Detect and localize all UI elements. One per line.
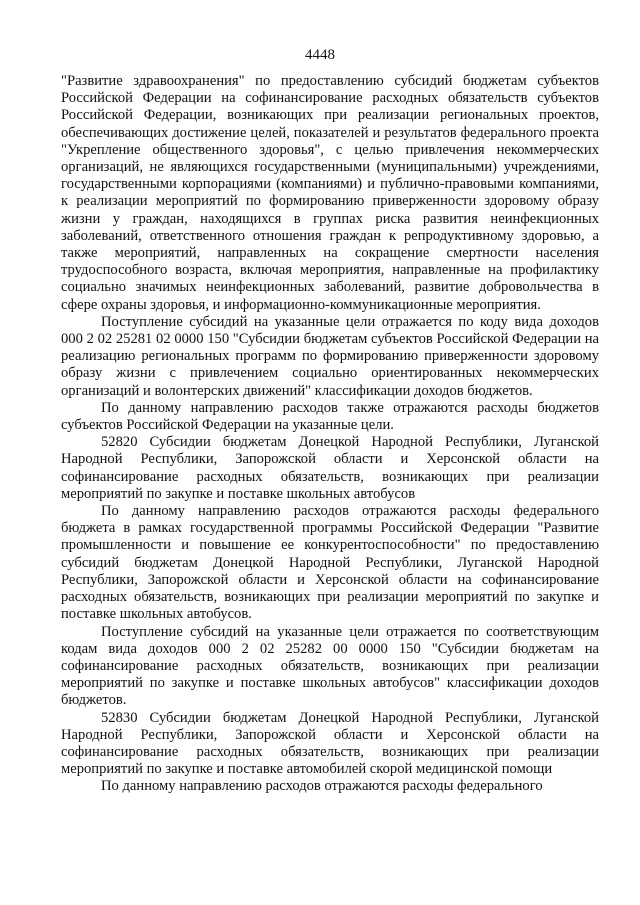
document-body [61,73,599,796]
paragraph-2: Поступление субсидий на указанные цели отражается по коду вида доходов 000 2 02 25281 02 0000 150 "Субсидии бюджетам субъектов Российской Федерации на реализацию региональных программ по формированию приверженности здоровому образу жизни с привлечением социально ориентированных некоммерческих организаций и волонтерских движений" классификации доходов бюджетов. [61,313,599,399]
paragraph-5: По данному направлению расходов отражаются расходы федерального бюджета в рамках государственной программы Российской Федерации "Развитие промышленности и повышение ее конкурентоспособности" по предоставлению субсидий бюджетам Донецкой Народной Республики, Луганской Народной Республики, Запорожской области и Херсонской области на софинансирование расходных обязательств, возникающих при реализации мероприятий по закупке и поставке школьных автобусов. [61,503,599,623]
paragraph-7: 52830 Субсидии бюджетам Донецкой Народной Республики, Луганской Народной Республики, Запорожской области и Херсонской области на софинансирование расходных обязательств, возникающих при реализации мероприятий по закупке и поставке автомобилей скорой медицинской помощи [61,709,599,778]
paragraph-3: По данному направлению расходов также отражаются расходы бюджетов субъектов Российской Федерации на указанные цели. [61,399,599,434]
paragraph-4: 52820 Субсидии бюджетам Донецкой Народной Республики, Луганской Народной Республики, Запорожской области и Херсонской области на софинансирование расходных обязательств, возникающих при реализации мероприятий по закупке и поставке школьных автобусов [61,434,599,502]
paragraph-6: Поступление субсидий на указанные цели отражается по соответствующим кодам вида доходов 000 2 02 25282 00 0000 150 "Субсидии бюджетам на софинансирование расходных обязательств, возникающих при реализации мероприятий по закупке и поставке школьных автобусов" классификации доходов бюджетов. [61,623,599,709]
paragraph-8: По данному направлению расходов отражаются расходы федерального [101,778,543,795]
page-number: 4448 [305,47,335,63]
paragraph-1: "Развитие здравоохранения" по предоставлению субсидий бюджетам субъектов Российской Федерации на софинансирование расходных обязательств субъектов Российской Федерации, возникающих при реализации региональных проектов, обеспечивающих достижение целей, показателей и результатов федерального проекта "Укрепление общественного здоровья", с целью привлечения некоммерческих организаций, не являющихся государственными (муниципальными) учреждениями, государственными корпорациями (компаниями) и публично-правовыми компаниями, к реализации мероприятий по формированию приверженности здоровому образу жизни у граждан, находящихся в группах риска развития неинфекционных заболеваний, ответственного отношения граждан к репродуктивному здоровью, а также мероприятий, направленных на сокращение смертности населения трудоспособного возраста, включая мероприятия, направленные на профилактику социально значимых неинфекционных заболеваний, развитие добровольчества в сфере охраны здоровья, и информационно-коммуникационные мероприятия. [61,73,599,313]
